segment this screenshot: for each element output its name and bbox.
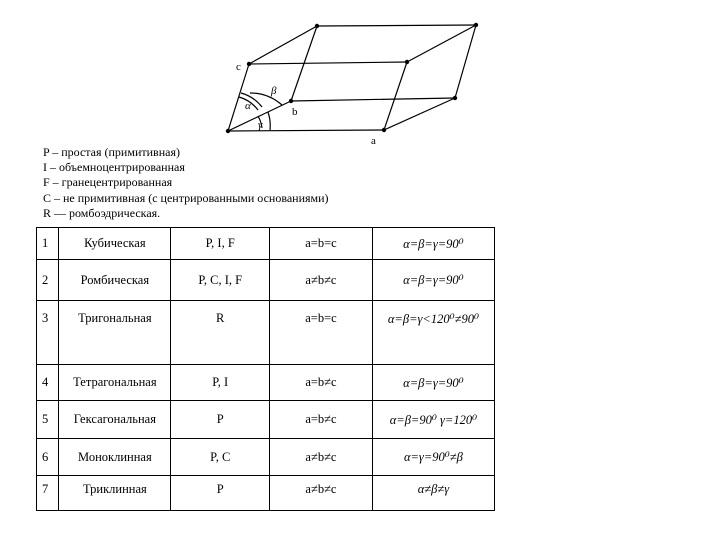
row-number: 4 — [37, 365, 59, 401]
vertex-top-back-right — [474, 23, 478, 27]
lattice-types: P — [171, 401, 270, 439]
arc-beta — [250, 93, 282, 105]
table-row — [37, 439, 495, 476]
angle-relation: α≠β≠γ — [372, 476, 494, 511]
unit-cell-diagram — [0, 0, 720, 150]
edge-bottom-back — [291, 98, 455, 101]
vertex-top-front-right — [405, 60, 409, 64]
label-a: a — [371, 135, 376, 147]
edge-relation: a=b=c — [270, 301, 373, 365]
system-name: Кубическая — [59, 228, 171, 260]
system-name: Тригональная — [59, 301, 171, 365]
label-gamma: γ — [258, 119, 263, 131]
vertex-c — [247, 62, 251, 66]
row-number: 5 — [37, 401, 59, 439]
system-name: Тетрагональная — [59, 365, 171, 401]
lattice-types: P, I, F — [171, 228, 270, 260]
vertex-bottom-back-right — [453, 96, 457, 100]
definition-f: F – гранецентрированная — [43, 175, 173, 190]
system-name: Ромбическая — [59, 260, 171, 301]
table-row — [37, 401, 495, 439]
label-beta: β — [271, 85, 277, 97]
vertex-b — [289, 99, 293, 103]
edge-top-left — [249, 26, 317, 64]
definition-i: I – объемноцентрированная — [43, 160, 185, 175]
lattice-type-definitions — [43, 145, 329, 221]
edge-top-right — [407, 25, 476, 62]
edge-vertical-back-right — [455, 25, 476, 98]
vertex-a — [382, 128, 386, 132]
definition-r: R — ромбоэдрическая. — [43, 205, 161, 220]
lattice-types: P — [171, 476, 270, 511]
lattice-types: P, C, I, F — [171, 260, 270, 301]
edge-top-front — [249, 62, 407, 64]
edge-relation: a=b≠c — [270, 365, 373, 401]
angle-relation: α=β=γ=90⁰ — [372, 365, 494, 401]
table-row — [37, 301, 495, 365]
table-row — [37, 365, 495, 401]
row-number: 1 — [37, 228, 59, 260]
table-body — [37, 228, 495, 511]
label-b: b — [292, 106, 298, 118]
edge-c-axis — [228, 61, 249, 131]
edge-bottom-right — [384, 98, 455, 130]
arc-gamma-2 — [268, 112, 270, 130]
angle-relation: α=γ=90⁰≠β — [372, 439, 494, 476]
table-row — [37, 476, 495, 511]
angle-relation: α=β=γ=90⁰ — [372, 260, 494, 301]
definition-p: P – простая (примитивная) — [43, 145, 180, 159]
system-name: Гексагональная — [59, 401, 171, 439]
angle-relation: α=β=γ=90⁰ — [372, 228, 494, 260]
angle-relation: α=β=90⁰ γ=120⁰ — [372, 401, 494, 439]
table-row — [37, 260, 495, 301]
edge-relation: a=b≠c — [270, 401, 373, 439]
edge-relation: a≠b≠c — [270, 260, 373, 301]
vertex-origin — [226, 129, 230, 133]
edge-relation: a=b=c — [270, 228, 373, 260]
edge-a-axis — [228, 130, 384, 131]
row-number: 7 — [37, 476, 59, 511]
system-name: Моноклинная — [59, 439, 171, 476]
row-number: 3 — [37, 301, 59, 365]
edge-top-back — [317, 25, 476, 26]
angle-relation: α=β=γ<120⁰≠90⁰ — [372, 301, 494, 365]
label-c: c — [236, 61, 241, 73]
label-alpha: α — [245, 100, 251, 112]
definition-c: C – не примитивная (с центрированными основаниями) — [43, 190, 329, 205]
system-name: Триклинная — [59, 476, 171, 511]
edge-vertical-front-right — [384, 62, 407, 130]
edge-relation: a≠b≠c — [270, 439, 373, 476]
lattice-types: P, I — [171, 365, 270, 401]
row-number: 6 — [37, 439, 59, 476]
lattice-types: R — [171, 301, 270, 365]
table-row — [37, 228, 495, 260]
crystal-systems-table — [36, 227, 495, 511]
row-number: 2 — [37, 260, 59, 301]
lattice-types: P, C — [171, 439, 270, 476]
edge-relation: a≠b≠c — [270, 476, 373, 511]
vertex-top-back-left — [315, 24, 319, 28]
unit-cell-figure — [0, 0, 720, 150]
